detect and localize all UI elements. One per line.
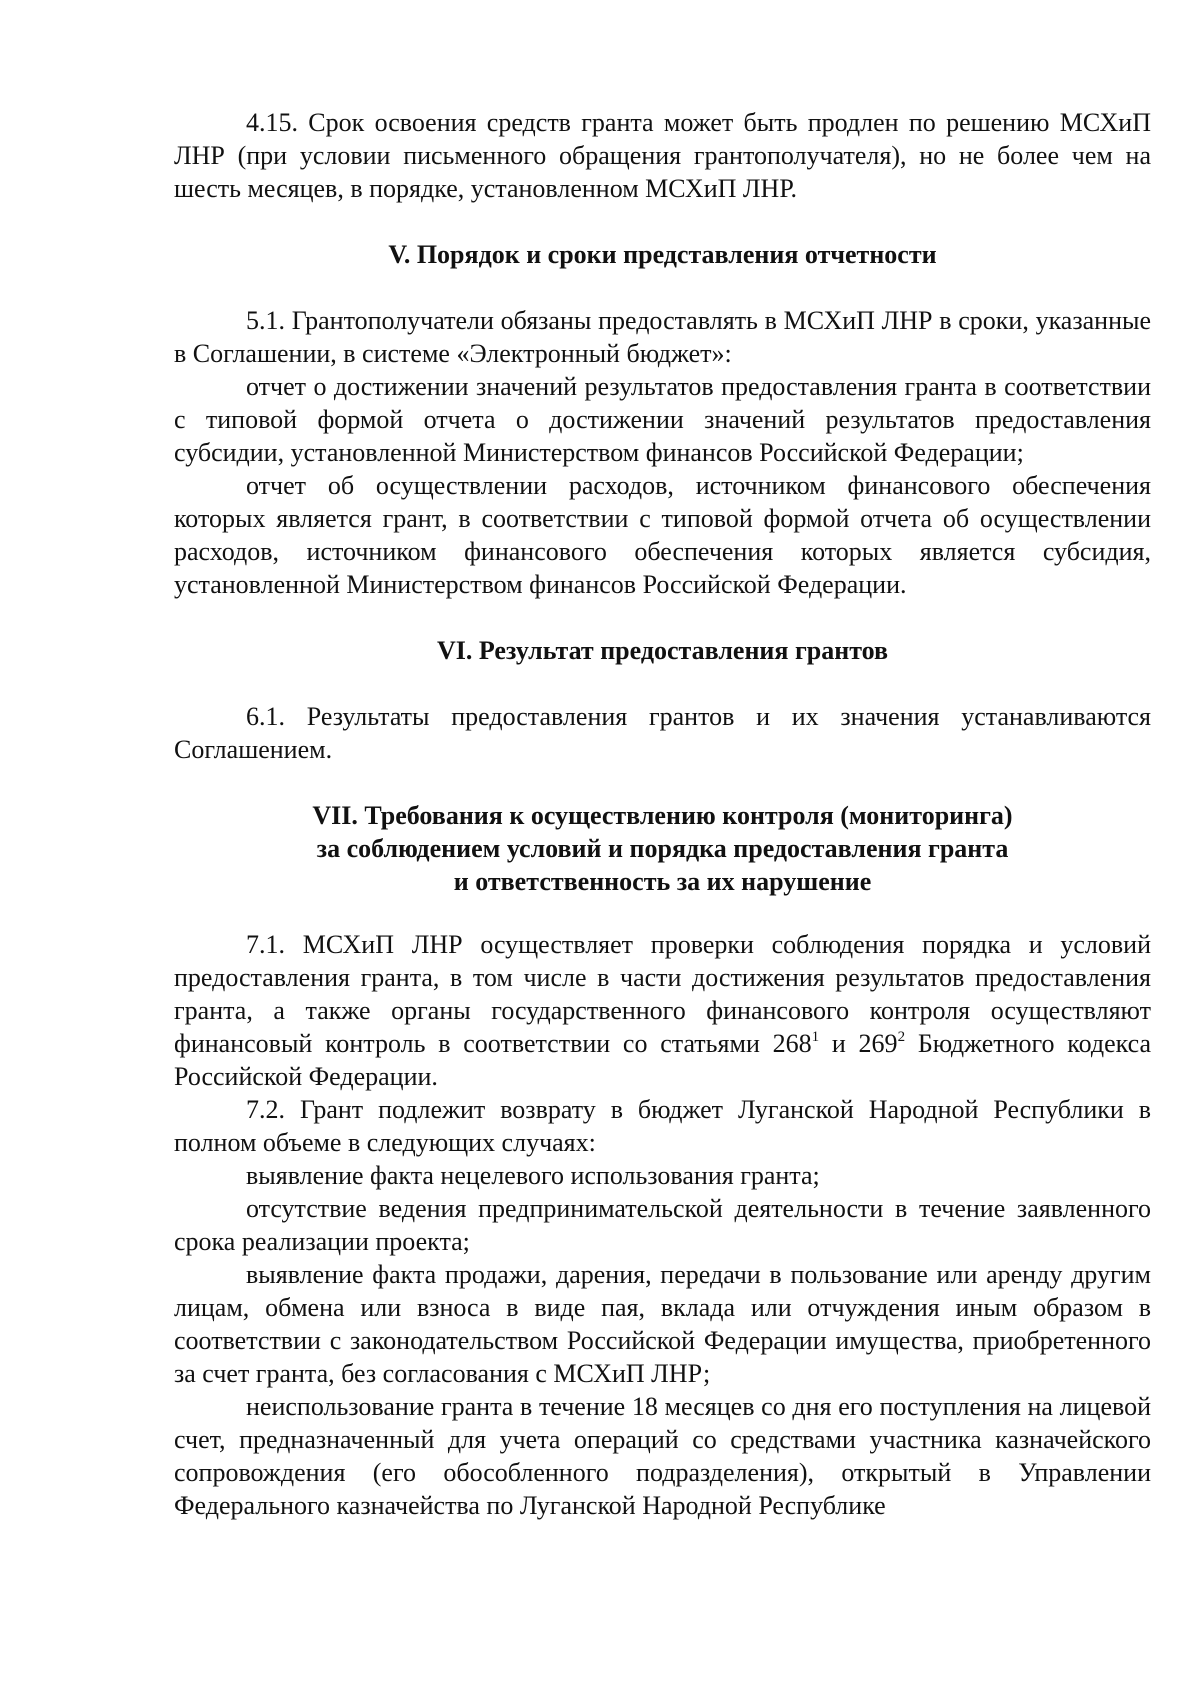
section-6-heading: VI. Результат предоставления грантов: [436, 636, 889, 665]
document-page: [174, 106, 1151, 1522]
refund-case-2: отсутствие ведения предпринимательской деятельности в течение заявленного срока реализации проекта;: [174, 1194, 1151, 1256]
section-7-heading-line-3: и ответственность за их нарушение: [453, 867, 872, 896]
section-7-heading-line-1: VII. Требования к осуществлению контроля (мониторинга): [312, 801, 1013, 830]
section-5-heading: V. Порядок и сроки представления отчетности: [388, 240, 937, 269]
paragraph-4-15: 4.15. Срок освоения средств гранта может быть продлен по решению МСХиП ЛНР (при условии письменного обращения грантополучателя), но не более чем на шесть месяцев, в порядке, установленном МСХиП ЛНР.: [174, 108, 1151, 203]
refund-case-4: неиспользование гранта в течение 18 месяцев со дня его поступления на лицевой счет, предназначенный для учета операций со средствами участника казначейского сопровождения (его обособленного подразделения), открытый в Управлении Федерального казначейства по Луганской Народной Республике: [174, 1392, 1151, 1520]
report-item-1: отчет о достижении значений результатов предоставления гранта в соответствии с типовой формой отчета о достижении значений результатов предоставления субсидии, установленной Министерством финансов Российской Федерации;: [174, 372, 1151, 467]
paragraph-7-1: [174, 928, 1151, 1093]
paragraph-7-1-text-2: и 269: [819, 1029, 898, 1058]
spacer: [174, 205, 1151, 238]
paragraph-7-1-text-3: Бюджетного кодекса Российской Федерации.: [174, 1029, 1152, 1091]
paragraph-5-1: 5.1. Грантополучатели обязаны предоставлять в МСХиП ЛНР в сроки, указанные в Соглашении, в системе «Электронный бюджет»:: [174, 306, 1151, 368]
report-item-2: отчет об осуществлении расходов, источником финансового обеспечения которых является грант, в соответствии с типовой формой отчета об осуществлении расходов, источником финансового обеспечения которых является субсидия, установленной Министерством финансов Российской Федерации.: [174, 471, 1151, 599]
refund-case-1: выявление факта нецелевого использования гранта;: [246, 1161, 820, 1190]
spacer: [174, 601, 1151, 634]
spacer: [174, 766, 1151, 799]
paragraph-7-2: 7.2. Грант подлежит возврату в бюджет Луганской Народной Республики в полном объеме в следующих случаях:: [174, 1095, 1151, 1157]
section-7-heading: [174, 799, 1151, 898]
paragraph-6-1: 6.1. Результаты предоставления грантов и их значения устанавливаются Соглашением.: [174, 702, 1151, 764]
paragraph-7-1-text: 7.1. МСХиП ЛНР осуществляет проверки соблюдения порядка и условий предоставления гранта, в том числе в части достижения результатов предоставления гранта, а также органы государственного финансового контроля осуществляют финансовый контроль в соответствии со статьями 268: [174, 930, 1151, 1058]
footnote-ref-2: 2: [897, 1029, 906, 1045]
spacer: [174, 898, 1151, 928]
spacer: [174, 271, 1151, 304]
refund-case-3: выявление факта продажи, дарения, передачи в пользование или аренду другим лицам, обмена или взноса в виде пая, вклада или отчуждения иным образом в соответствии с законодательством Российской Федерации имущества, приобретенного за счет гранта, без согласования с МСХиП ЛНР;: [174, 1260, 1151, 1388]
section-7-heading-line-2: за соблюдением условий и порядка предоставления гранта: [316, 834, 1009, 863]
spacer: [174, 667, 1151, 700]
footnote-ref-1: 1: [811, 1029, 820, 1045]
